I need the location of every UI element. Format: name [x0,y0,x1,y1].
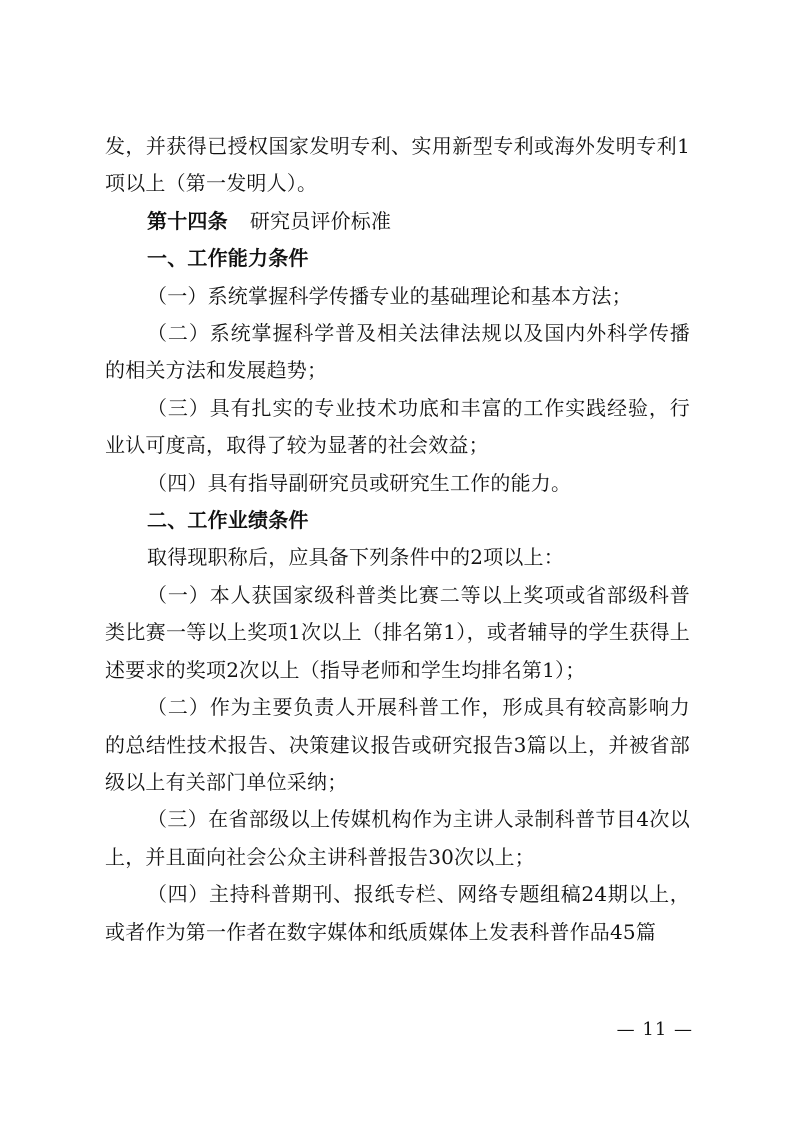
page-number: — 11 — [616,1019,693,1040]
capability-item-1: （一）系统掌握科学传播专业的基础理论和基本方法； [147,283,632,308]
performance-item-4: （四）主持科普期刊、报纸专栏、网络专题组稿24期以上，或者作为第一作者在数字媒体和纸质媒体上发表科普作品45篇 [105,882,690,944]
capability-item-3: （三）具有扎实的专业技术功底和丰富的工作实践经验，行业认可度高，取得了较为显著的社会效益； [105,395,690,458]
document-body [105,128,690,951]
article-heading [105,203,690,240]
paragraph-continuation: 发，并获得已授权国家发明专利、实用新型专利或海外发明专利1项以上（第一发明人）。 [105,134,690,196]
capability-item-2: （二）系统掌握科学普及相关法律法规以及国内外科学传播的相关方法和发展趋势； [105,321,690,383]
section-heading-capability: 一、工作能力条件 [147,246,309,271]
article-title: 研究员评价标准 [249,208,392,233]
section-heading-performance: 二、工作业绩条件 [147,508,309,533]
capability-item-4: （四）具有指导副研究员或研究生工作的能力。 [147,470,572,495]
performance-intro: 取得现职称后，应具备下列条件中的2项以上： [147,545,564,570]
article-label: 第十四条 [147,208,228,233]
performance-item-1: （一）本人获国家级科普类比赛二等以上奖项或省部级科普类比赛一等以上奖项1次以上（排名第1），或者辅导的学生获得上述要求的奖项2次以上（指导老师和学生均排名第1）； [105,582,690,682]
performance-item-2: （二）作为主要负责人开展科普工作，形成具有较高影响力的总结性技术报告、决策建议报告或研究报告3篇以上，并被省部级以上有关部门单位采纳； [105,695,690,794]
performance-item-3: （三）在省部级以上传媒机构作为主讲人录制科普节目4次以上，并且面向社会公众主讲科普报告30次以上； [105,807,690,869]
